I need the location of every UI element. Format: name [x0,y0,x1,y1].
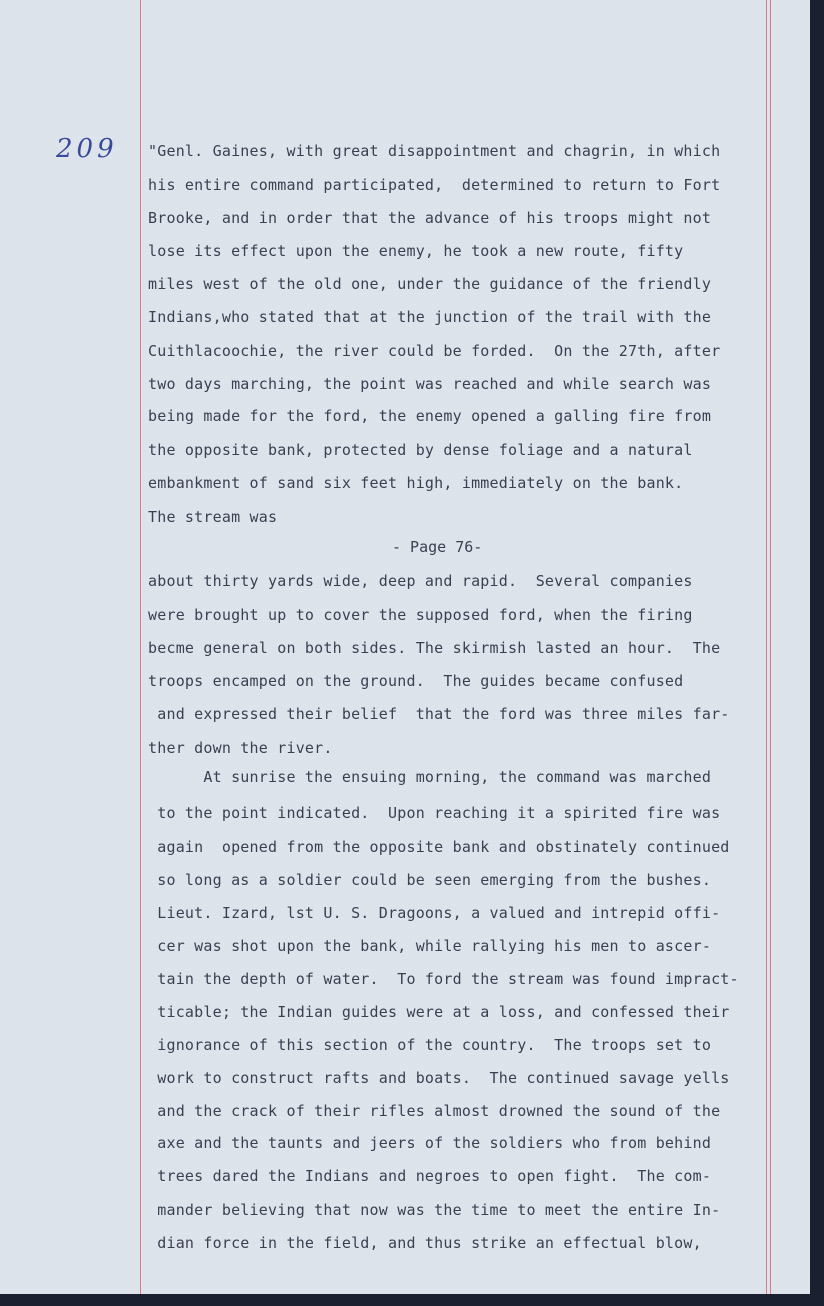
text-line: embankment of sand six feet high, immediately on the bank. [148,474,684,492]
text-line: troops encamped on the ground. The guides became confused [148,672,684,690]
text-line: to the point indicated. Upon reaching it a spirited fire was [148,804,721,822]
text-line: ignorance of this section of the country. The troops set to [148,1036,712,1054]
text-line: miles west of the old one, under the guidance of the friendly [148,275,712,293]
text-line: were brought up to cover the supposed ford, when the firing [148,606,693,624]
text-line: Cuithlacoochie, the river could be forded. On the 27th, after [148,342,721,360]
text-line: the opposite bank, protected by dense foliage and a natural [148,441,693,459]
left-margin-rule [140,0,141,1294]
text-line: mander believing that now was the time to meet the entire In- [148,1201,721,1219]
text-line: his entire command participated, determined to return to Fort [148,176,721,194]
text-line: trees dared the Indians and negroes to open fight. The com- [148,1167,712,1185]
text-line: At sunrise the ensuing morning, the command was marched [148,768,712,786]
text-line: and expressed their belief that the ford was three miles far- [148,705,730,723]
text-line: "Genl. Gaines, with great disappointment and chagrin, in which [148,142,721,160]
text-line: so long as a soldier could be seen emerging from the bushes. [148,871,712,889]
page-marker: - Page 76- [392,538,483,556]
right-margin-rule-2 [770,0,771,1294]
text-line: tain the depth of water. To ford the stream was found impract- [148,970,739,988]
text-line: becme general on both sides. The skirmish lasted an hour. The [148,639,721,657]
text-line: being made for the ford, the enemy opened a galling fire from [148,407,712,425]
text-line: dian force in the field, and thus strike an effectual blow, [148,1234,702,1252]
text-line: ticable; the Indian guides were at a loss, and confessed their [148,1003,730,1021]
text-line: axe and the taunts and jeers of the soldiers who from behind [148,1134,712,1152]
text-line: again opened from the opposite bank and obstinately continued [148,838,730,856]
text-line: Brooke, and in order that the advance of his troops might not [148,209,712,227]
text-line: Indians,who stated that at the junction of the trail with the [148,308,712,326]
text-line: ther down the river. [148,739,333,757]
text-line: about thirty yards wide, deep and rapid. Several companies [148,572,693,590]
text-line: cer was shot upon the bank, while rallying his men to ascer- [148,937,712,955]
right-margin-rule [766,0,767,1294]
text-line: The stream was [148,508,278,526]
text-line: work to construct rafts and boats. The continued savage yells [148,1069,730,1087]
handwritten-page-number: 209 [56,134,118,164]
text-line: and the crack of their rifles almost drowned the sound of the [148,1102,721,1120]
text-line: lose its effect upon the enemy, he took a new route, fifty [148,242,684,260]
text-line: Lieut. Izard, lst U. S. Dragoons, a valued and intrepid offi- [148,904,721,922]
text-line: two days marching, the point was reached and while search was [148,375,712,393]
